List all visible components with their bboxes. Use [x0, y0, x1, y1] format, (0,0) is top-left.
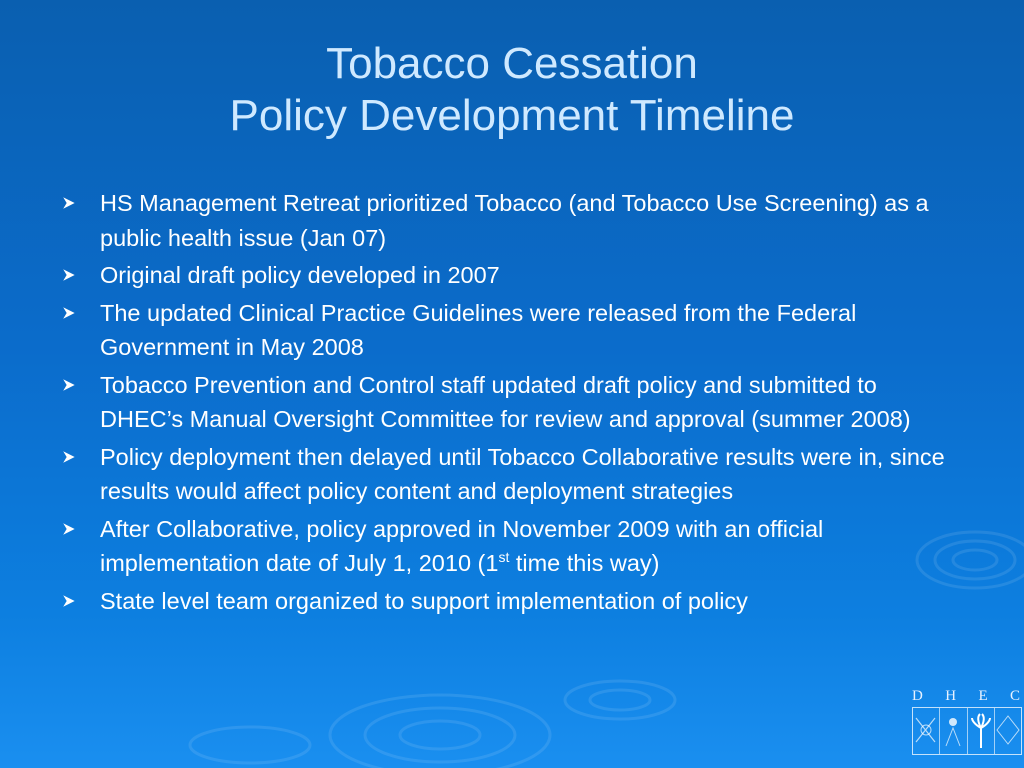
- bullet-text: HS Management Retreat prioritized Tobacco (and Tobacco Use Screening) as a public health issue (Jan 07): [100, 190, 929, 251]
- bullet-text: The updated Clinical Practice Guidelines were released from the Federal Government in May 2008: [100, 299, 857, 360]
- bullet-text: Policy deployment then delayed until Tobacco Collaborative results were in, since results would affect policy content and deployment strategies: [100, 443, 945, 504]
- arrow-bullet-icon: [62, 368, 82, 402]
- bullet-item: [62, 512, 952, 581]
- logo-letter-e: E: [978, 688, 990, 704]
- arrow-bullet-icon: [62, 584, 82, 618]
- logo-person-icon: [940, 708, 967, 754]
- bullet-item: [62, 440, 952, 509]
- arrow-bullet-icon: [62, 258, 82, 292]
- title-line-1: Tobacco Cessation: [326, 39, 698, 88]
- logo-letter-c: C: [1009, 688, 1022, 704]
- arrow-bullet-icon: [62, 440, 82, 474]
- bullet-item: [62, 186, 952, 255]
- logo-wave-icon: [995, 708, 1021, 754]
- bullet-item: [62, 584, 952, 619]
- logo-map-icon: [913, 708, 940, 754]
- logo-emblem: [912, 707, 1022, 755]
- bullet-text: State level team organized to support implementation of policy: [100, 587, 748, 614]
- title-line-2: Policy Development Timeline: [229, 91, 795, 140]
- dhec-logo: [910, 688, 1022, 768]
- logo-letter-h: H: [945, 688, 959, 704]
- logo-caption: [910, 756, 1022, 762]
- bullet-text: [100, 516, 823, 577]
- bullet-list: [62, 186, 952, 621]
- logo-letter-d: D: [912, 688, 925, 704]
- bullet-item: [62, 296, 952, 365]
- bullet-text: Original draft policy developed in 2007: [100, 262, 500, 288]
- ordinal-suffix: st: [498, 549, 510, 566]
- slide-title: [0, 38, 1024, 142]
- bullet-text-after: time this way): [509, 550, 660, 576]
- arrow-bullet-icon: [62, 512, 82, 546]
- logo-letters: [912, 688, 1022, 705]
- logo-palmetto-icon: [968, 708, 995, 754]
- arrow-bullet-icon: [62, 186, 82, 220]
- bullet-text-before: After Collaborative, policy approved in November 2009 with an official implementation date of July 1, 2010 (1: [100, 515, 824, 576]
- bullet-item: [62, 258, 952, 293]
- arrow-bullet-icon: [62, 296, 82, 330]
- bullet-text: Tobacco Prevention and Control staff updated draft policy and submitted to DHEC’s Manual Oversight Committee for review and approval (summer 2008): [100, 371, 911, 432]
- bullet-item: [62, 368, 952, 437]
